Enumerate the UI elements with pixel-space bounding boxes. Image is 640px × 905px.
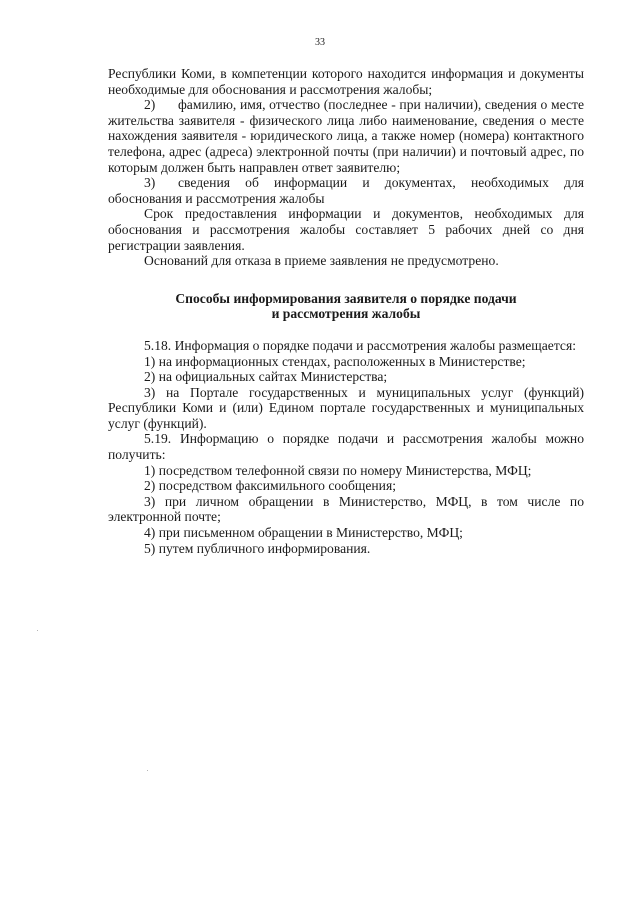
list-item-text: фамилию, имя, отчество (последнее - при наличии), сведения о месте жительства заявителя - физического лица либо наименование, сведения о месте нахождения заявителя - юридического лица, а также номер (номера) контактного телефона, адрес (адреса) электронной почты (при наличии) и почтовый адрес, по которым должен быть направлен ответ заявителю; [108,97,584,175]
list-item: 4) при письменном обращении в Министерство, МФЦ; [144,525,463,541]
paragraph-5-19: 5.19. Информацию о порядке подачи и рассмотрения жалобы можно получить: [108,431,584,463]
scan-speck [37,630,38,631]
document-body [108,66,584,556]
list-item-text: сведения об информации и документах, необходимых для обоснования и рассмотрения жалобы [108,175,584,206]
list-item: 3) при личном обращении в Министерство, МФЦ, в том числе по электронной почте; [108,493,584,525]
list-item: 2) на официальных сайтах Министерства; [144,369,388,385]
paragraph-continuation: Республики Коми, в компетенции которого находится информация и документы необходимые для обоснования и рассмотрения жалобы; [108,66,584,97]
list-number: 3) [144,175,156,191]
section-heading [108,291,584,322]
page-number: 33 [315,37,325,48]
section-heading-line-1: Способы информирования заявителя о порядке подачи [175,290,517,306]
scan-speck [147,770,148,771]
list-item-2 [108,97,584,175]
paragraph-deadline: Срок предоставления информации и документов, необходимых для обоснования и рассмотрения жалобы составляет 5 рабочих дней со дня регистрации заявления. [108,206,584,253]
paragraph-5-18: 5.18. Информация о порядке подачи и рассмотрения жалобы размещается: [144,337,576,353]
list-item: 1) на информационных стендах, расположенных в Министерстве; [144,353,526,369]
paragraph-no-refusal: Оснований для отказа в приеме заявления не предусмотрено. [144,253,499,269]
list-item-3 [108,175,584,206]
list-item: 1) посредством телефонной связи по номеру Министерства, МФЦ; [144,462,532,478]
list-item: 3) на Портале государственных и муниципальных услуг (функций) Республики Коми и (или) Едином портале государственных и муниципальных услуг (функций). [108,384,584,431]
section-heading-line-2: и рассмотрения жалобы [271,306,421,322]
list-item: 2) посредством факсимильного сообщения; [144,478,396,494]
list-number: 2) [144,97,156,113]
list-item: 5) путем публичного информирования. [144,540,371,556]
